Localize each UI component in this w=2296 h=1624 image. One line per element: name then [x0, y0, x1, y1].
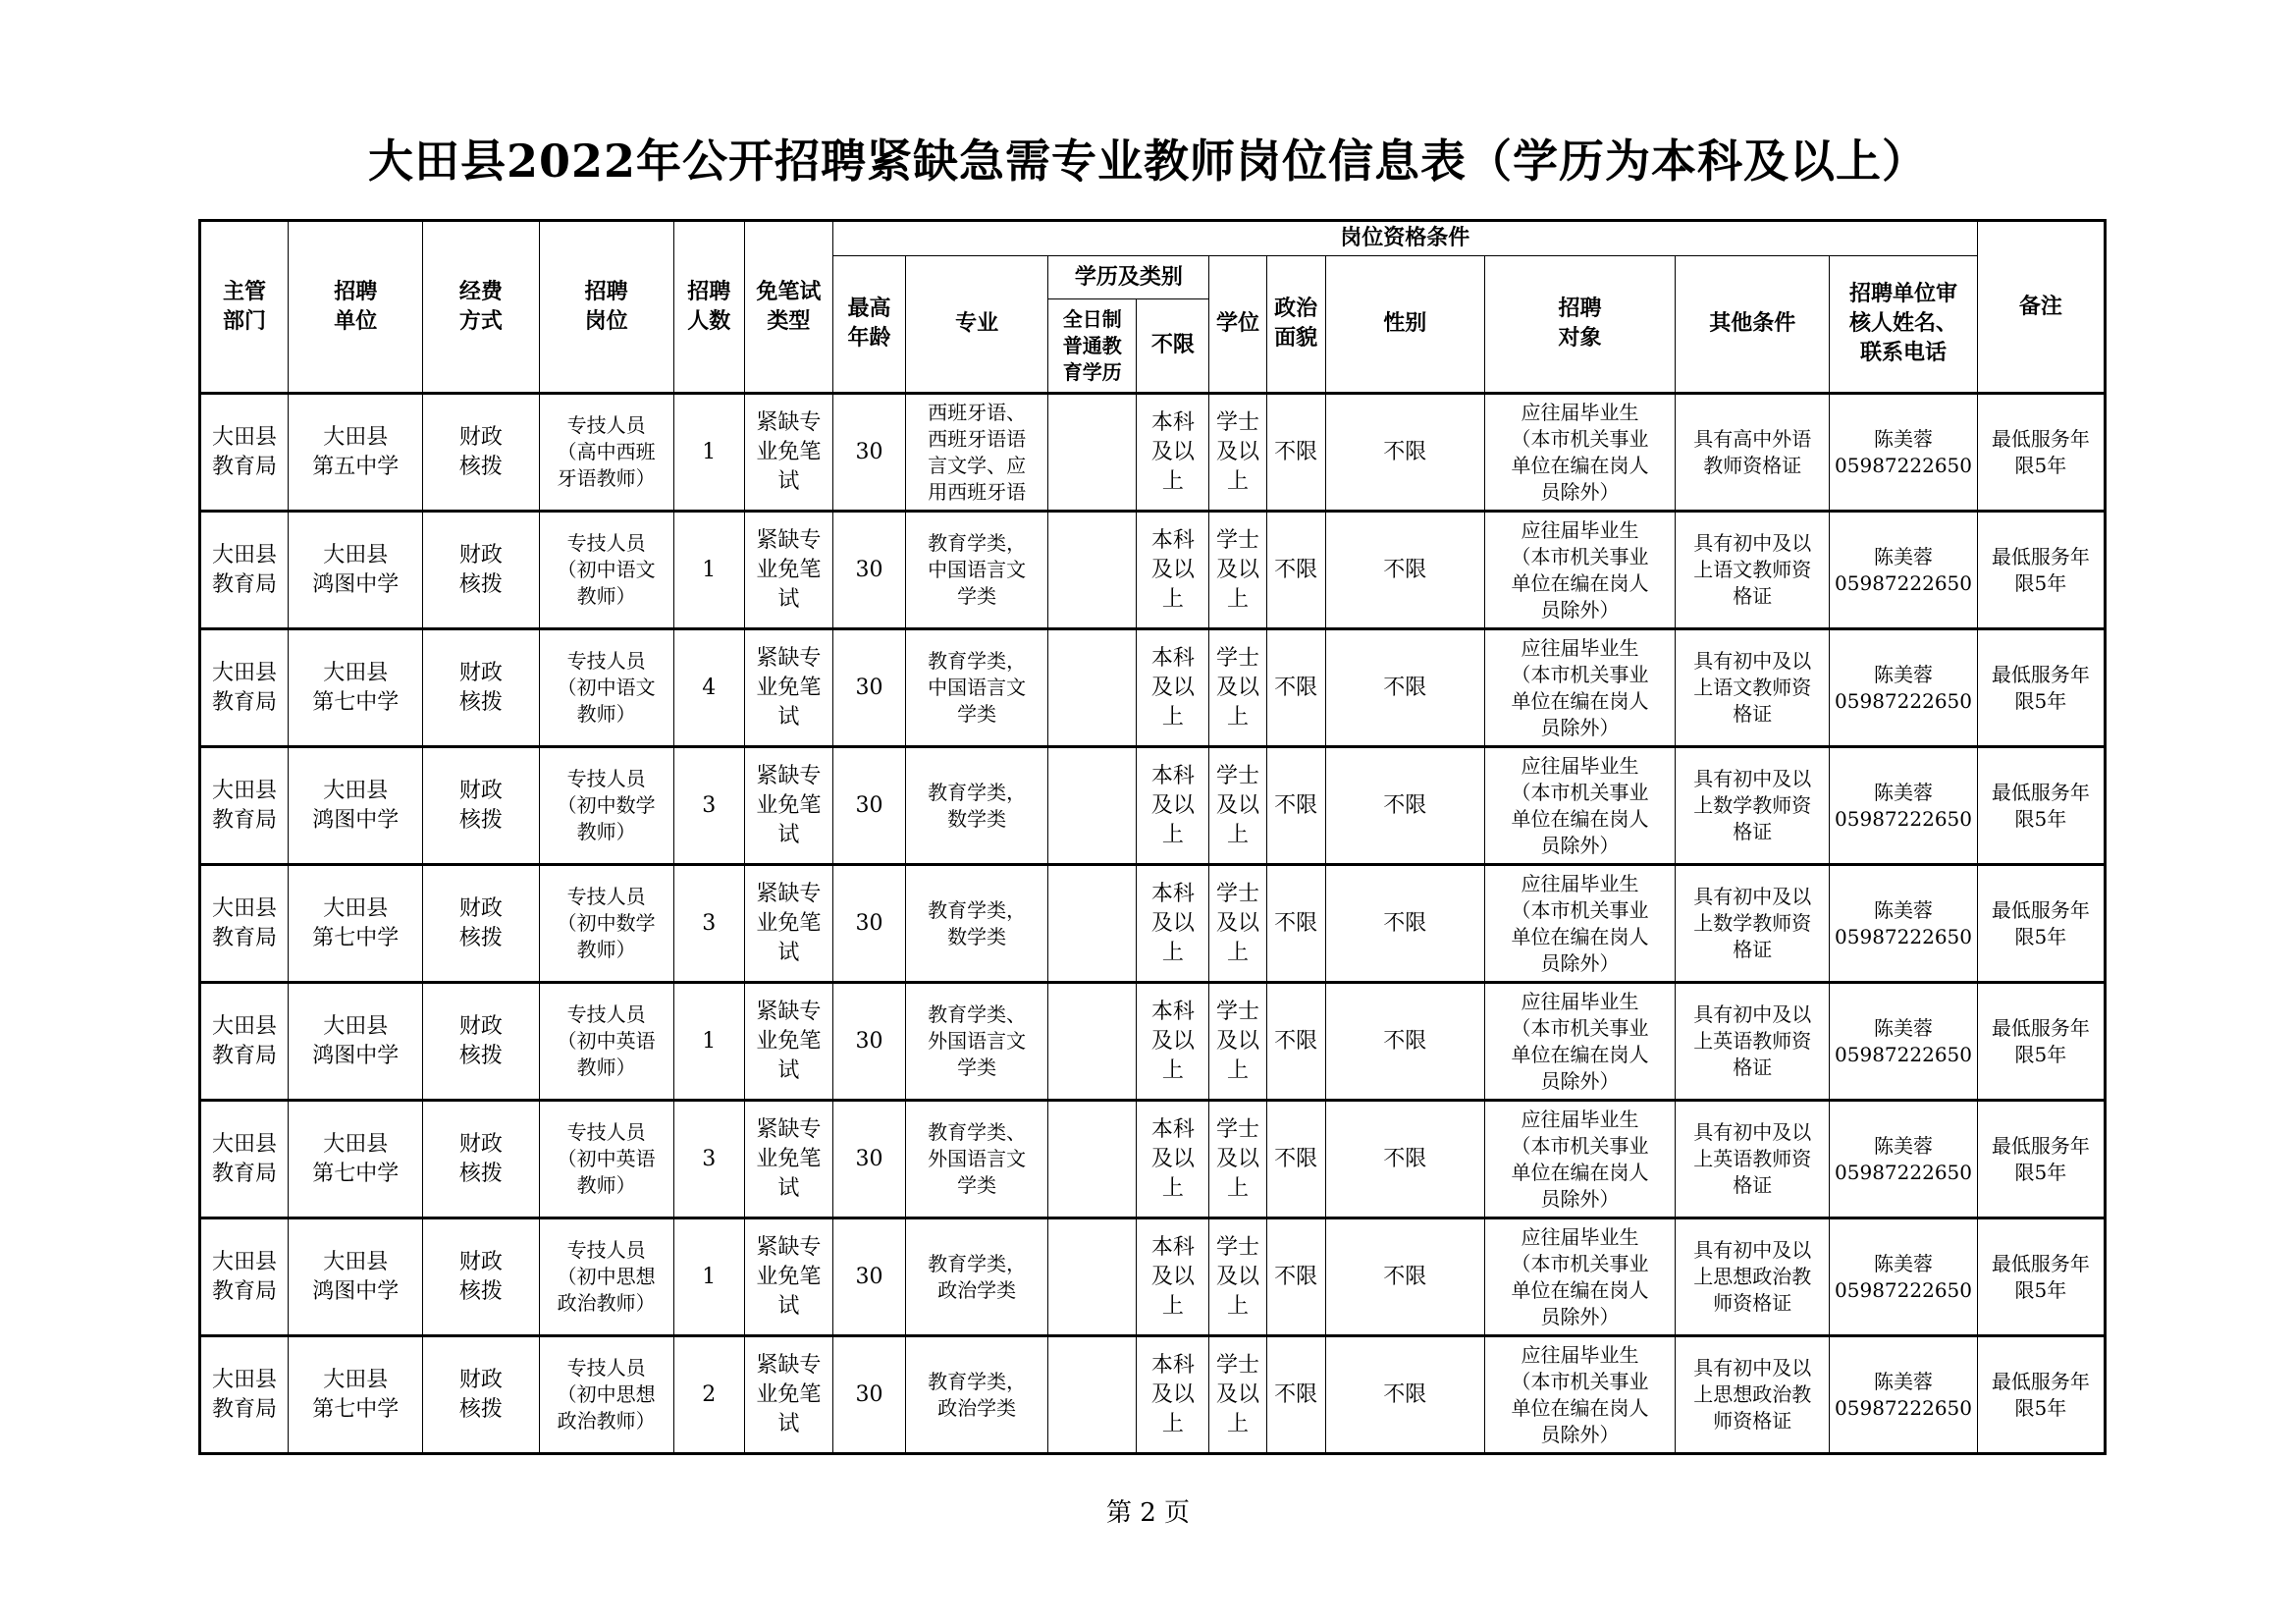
header-political: 政治 面貌 [1266, 256, 1325, 394]
table-row [200, 865, 2106, 983]
table-row [200, 1218, 2106, 1336]
cell-post: 专技人员 （初中思想 政治教师） [539, 1218, 673, 1336]
cell-count: 3 [673, 865, 744, 983]
cell-age: 30 [832, 394, 905, 512]
cell-major: 教育学类， 数学类 [906, 747, 1048, 865]
cell-unit: 大田县 第七中学 [289, 1336, 423, 1454]
cell-dept: 大田县 教育局 [200, 865, 289, 983]
cell-funding: 财政 核拨 [423, 1336, 539, 1454]
cell-dept: 大田县 教育局 [200, 747, 289, 865]
cell-edu-fulltime [1048, 629, 1137, 747]
cell-age: 30 [832, 1218, 905, 1336]
cell-contact: 陈美蓉 05987222650 [1830, 865, 1977, 983]
cell-political: 不限 [1266, 1336, 1325, 1454]
header-target: 招聘 对象 [1484, 256, 1675, 394]
cell-exam: 紧缺专 业免笔 试 [744, 629, 832, 747]
header-other: 其他条件 [1676, 256, 1830, 394]
cell-post: 专技人员 （初中数学 教师） [539, 747, 673, 865]
cell-remark: 最低服务年 限5年 [1977, 1336, 2105, 1454]
cell-remark: 最低服务年 限5年 [1977, 983, 2105, 1101]
cell-contact: 陈美蓉 05987222650 [1830, 1336, 1977, 1454]
cell-dept: 大田县 教育局 [200, 1101, 289, 1218]
cell-political: 不限 [1266, 983, 1325, 1101]
cell-contact: 陈美蓉 05987222650 [1830, 512, 1977, 629]
header-unit: 招聘 单位 [289, 221, 423, 394]
cell-edu-fulltime [1048, 512, 1137, 629]
header-dept: 主管 部门 [200, 221, 289, 394]
cell-count: 1 [673, 512, 744, 629]
cell-contact: 陈美蓉 05987222650 [1830, 983, 1977, 1101]
cell-target: 应往届毕业生 （本市机关事业 单位在编在岗人 员除外） [1484, 1336, 1675, 1454]
header-edu-fulltime: 全日制 普通教 育学历 [1048, 299, 1137, 394]
cell-contact: 陈美蓉 05987222650 [1830, 1101, 1977, 1218]
cell-dept: 大田县 教育局 [200, 629, 289, 747]
cell-exam: 紧缺专 业免笔 试 [744, 1218, 832, 1336]
cell-other: 具有初中及以 上语文教师资 格证 [1676, 629, 1830, 747]
cell-edu-fulltime [1048, 747, 1137, 865]
cell-degree: 学士 及以 上 [1209, 1336, 1266, 1454]
header-contact: 招聘单位审 核人姓名、 联系电话 [1830, 256, 1977, 394]
header-gender: 性别 [1325, 256, 1484, 394]
cell-major: 教育学类、 外国语言文 学类 [906, 1101, 1048, 1218]
cell-contact: 陈美蓉 05987222650 [1830, 394, 1977, 512]
cell-count: 3 [673, 1101, 744, 1218]
cell-other: 具有初中及以 上英语教师资 格证 [1676, 1101, 1830, 1218]
cell-other: 具有初中及以 上思想政治教 师资格证 [1676, 1218, 1830, 1336]
cell-edu-fulltime [1048, 1101, 1137, 1218]
cell-edu-fulltime [1048, 1336, 1137, 1454]
cell-major: 教育学类， 政治学类 [906, 1336, 1048, 1454]
cell-count: 3 [673, 747, 744, 865]
cell-post: 专技人员 （初中英语 教师） [539, 983, 673, 1101]
cell-gender: 不限 [1325, 1218, 1484, 1336]
cell-age: 30 [832, 1101, 905, 1218]
header-edu-any: 不限 [1137, 299, 1209, 394]
cell-target: 应往届毕业生 （本市机关事业 单位在编在岗人 员除外） [1484, 512, 1675, 629]
cell-edu-fulltime [1048, 865, 1137, 983]
cell-political: 不限 [1266, 1101, 1325, 1218]
cell-remark: 最低服务年 限5年 [1977, 1101, 2105, 1218]
cell-unit: 大田县 第七中学 [289, 629, 423, 747]
cell-edu-any: 本科 及以 上 [1137, 629, 1209, 747]
cell-edu-fulltime [1048, 1218, 1137, 1336]
cell-count: 4 [673, 629, 744, 747]
cell-funding: 财政 核拨 [423, 394, 539, 512]
cell-funding: 财政 核拨 [423, 629, 539, 747]
header-age: 最高 年龄 [832, 256, 905, 394]
cell-degree: 学士 及以 上 [1209, 629, 1266, 747]
cell-age: 30 [832, 747, 905, 865]
cell-major: 教育学类， 中国语言文 学类 [906, 629, 1048, 747]
cell-funding: 财政 核拨 [423, 747, 539, 865]
cell-post: 专技人员 （高中西班 牙语教师） [539, 394, 673, 512]
header-major: 专业 [906, 256, 1048, 394]
header-degree: 学位 [1209, 256, 1266, 394]
cell-gender: 不限 [1325, 1336, 1484, 1454]
cell-exam: 紧缺专 业免笔 试 [744, 1101, 832, 1218]
cell-major: 教育学类， 中国语言文 学类 [906, 512, 1048, 629]
table-row [200, 512, 2106, 629]
table-row [200, 1101, 2106, 1218]
cell-dept: 大田县 教育局 [200, 1218, 289, 1336]
cell-edu-any: 本科 及以 上 [1137, 865, 1209, 983]
cell-exam: 紧缺专 业免笔 试 [744, 394, 832, 512]
cell-count: 2 [673, 1336, 744, 1454]
cell-post: 专技人员 （初中语文 教师） [539, 629, 673, 747]
cell-target: 应往届毕业生 （本市机关事业 单位在编在岗人 员除外） [1484, 394, 1675, 512]
cell-dept: 大田县 教育局 [200, 512, 289, 629]
page-title: 大田县2022年公开招聘紧缺急需专业教师岗位信息表（学历为本科及以上） [367, 135, 1929, 188]
cell-major: 西班牙语、 西班牙语语 言文学、应 用西班牙语 [906, 394, 1048, 512]
cell-exam: 紧缺专 业免笔 试 [744, 747, 832, 865]
cell-political: 不限 [1266, 394, 1325, 512]
cell-target: 应往届毕业生 （本市机关事业 单位在编在岗人 员除外） [1484, 1101, 1675, 1218]
header-post: 招聘 岗位 [539, 221, 673, 394]
cell-age: 30 [832, 512, 905, 629]
cell-other: 具有初中及以 上数学教师资 格证 [1676, 747, 1830, 865]
cell-remark: 最低服务年 限5年 [1977, 747, 2105, 865]
cell-target: 应往届毕业生 （本市机关事业 单位在编在岗人 员除外） [1484, 983, 1675, 1101]
cell-degree: 学士 及以 上 [1209, 512, 1266, 629]
cell-funding: 财政 核拨 [423, 512, 539, 629]
table-row [200, 629, 2106, 747]
cell-unit: 大田县 第七中学 [289, 865, 423, 983]
cell-political: 不限 [1266, 629, 1325, 747]
cell-dept: 大田县 教育局 [200, 1336, 289, 1454]
cell-remark: 最低服务年 限5年 [1977, 512, 2105, 629]
cell-degree: 学士 及以 上 [1209, 1218, 1266, 1336]
cell-edu-any: 本科 及以 上 [1137, 394, 1209, 512]
cell-target: 应往届毕业生 （本市机关事业 单位在编在岗人 员除外） [1484, 747, 1675, 865]
cell-exam: 紧缺专 业免笔 试 [744, 865, 832, 983]
job-table [198, 219, 2107, 1455]
cell-edu-any: 本科 及以 上 [1137, 983, 1209, 1101]
header-count: 招聘 人数 [673, 221, 744, 394]
cell-funding: 财政 核拨 [423, 983, 539, 1101]
cell-post: 专技人员 （初中数学 教师） [539, 865, 673, 983]
cell-remark: 最低服务年 限5年 [1977, 1218, 2105, 1336]
cell-edu-any: 本科 及以 上 [1137, 747, 1209, 865]
cell-unit: 大田县 第七中学 [289, 1101, 423, 1218]
cell-unit: 大田县 鸿图中学 [289, 512, 423, 629]
cell-age: 30 [832, 865, 905, 983]
header-edu-group: 学历及类别 [1048, 256, 1209, 299]
cell-gender: 不限 [1325, 394, 1484, 512]
cell-political: 不限 [1266, 865, 1325, 983]
cell-degree: 学士 及以 上 [1209, 747, 1266, 865]
cell-gender: 不限 [1325, 865, 1484, 983]
cell-edu-any: 本科 及以 上 [1137, 1336, 1209, 1454]
cell-target: 应往届毕业生 （本市机关事业 单位在编在岗人 员除外） [1484, 629, 1675, 747]
cell-funding: 财政 核拨 [423, 1101, 539, 1218]
cell-political: 不限 [1266, 512, 1325, 629]
cell-count: 1 [673, 1218, 744, 1336]
cell-count: 1 [673, 394, 744, 512]
cell-major: 教育学类， 数学类 [906, 865, 1048, 983]
cell-gender: 不限 [1325, 747, 1484, 865]
cell-political: 不限 [1266, 747, 1325, 865]
cell-other: 具有初中及以 上英语教师资 格证 [1676, 983, 1830, 1101]
cell-edu-any: 本科 及以 上 [1137, 512, 1209, 629]
cell-major: 教育学类、 外国语言文 学类 [906, 983, 1048, 1101]
cell-age: 30 [832, 983, 905, 1101]
header-remark: 备注 [1977, 221, 2105, 394]
cell-dept: 大田县 教育局 [200, 983, 289, 1101]
header-exam: 免笔试 类型 [744, 221, 832, 394]
cell-degree: 学士 及以 上 [1209, 865, 1266, 983]
table-row [200, 983, 2106, 1101]
cell-gender: 不限 [1325, 983, 1484, 1101]
cell-unit: 大田县 鸿图中学 [289, 1218, 423, 1336]
cell-degree: 学士 及以 上 [1209, 983, 1266, 1101]
cell-edu-fulltime [1048, 983, 1137, 1101]
cell-other: 具有初中及以 上思想政治教 师资格证 [1676, 1336, 1830, 1454]
cell-edu-fulltime [1048, 394, 1137, 512]
cell-other: 具有高中外语 教师资格证 [1676, 394, 1830, 512]
cell-gender: 不限 [1325, 629, 1484, 747]
cell-gender: 不限 [1325, 512, 1484, 629]
cell-post: 专技人员 （初中英语 教师） [539, 1101, 673, 1218]
cell-degree: 学士 及以 上 [1209, 1101, 1266, 1218]
cell-other: 具有初中及以 上数学教师资 格证 [1676, 865, 1830, 983]
cell-exam: 紧缺专 业免笔 试 [744, 512, 832, 629]
cell-degree: 学士 及以 上 [1209, 394, 1266, 512]
cell-other: 具有初中及以 上语文教师资 格证 [1676, 512, 1830, 629]
cell-post: 专技人员 （初中思想 政治教师） [539, 1336, 673, 1454]
cell-political: 不限 [1266, 1218, 1325, 1336]
cell-post: 专技人员 （初中语文 教师） [539, 512, 673, 629]
cell-target: 应往届毕业生 （本市机关事业 单位在编在岗人 员除外） [1484, 865, 1675, 983]
cell-age: 30 [832, 629, 905, 747]
cell-remark: 最低服务年 限5年 [1977, 629, 2105, 747]
cell-target: 应往届毕业生 （本市机关事业 单位在编在岗人 员除外） [1484, 1218, 1675, 1336]
cell-gender: 不限 [1325, 1101, 1484, 1218]
cell-contact: 陈美蓉 05987222650 [1830, 629, 1977, 747]
cell-edu-any: 本科 及以 上 [1137, 1218, 1209, 1336]
cell-major: 教育学类， 政治学类 [906, 1218, 1048, 1336]
cell-funding: 财政 核拨 [423, 1218, 539, 1336]
cell-unit: 大田县 鸿图中学 [289, 747, 423, 865]
table-row [200, 1336, 2106, 1454]
header-funding: 经费 方式 [423, 221, 539, 394]
cell-remark: 最低服务年 限5年 [1977, 865, 2105, 983]
cell-edu-any: 本科 及以 上 [1137, 1101, 1209, 1218]
header-qualifications: 岗位资格条件 [832, 221, 1977, 256]
cell-contact: 陈美蓉 05987222650 [1830, 747, 1977, 865]
cell-unit: 大田县 第五中学 [289, 394, 423, 512]
page-number: 第 2 页 [1105, 1498, 1191, 1528]
cell-funding: 财政 核拨 [423, 865, 539, 983]
cell-count: 1 [673, 983, 744, 1101]
cell-exam: 紧缺专 业免笔 试 [744, 983, 832, 1101]
cell-dept: 大田县 教育局 [200, 394, 289, 512]
cell-exam: 紧缺专 业免笔 试 [744, 1336, 832, 1454]
cell-remark: 最低服务年 限5年 [1977, 394, 2105, 512]
cell-unit: 大田县 鸿图中学 [289, 983, 423, 1101]
cell-contact: 陈美蓉 05987222650 [1830, 1218, 1977, 1336]
cell-age: 30 [832, 1336, 905, 1454]
table-row [200, 747, 2106, 865]
table-row [200, 394, 2106, 512]
